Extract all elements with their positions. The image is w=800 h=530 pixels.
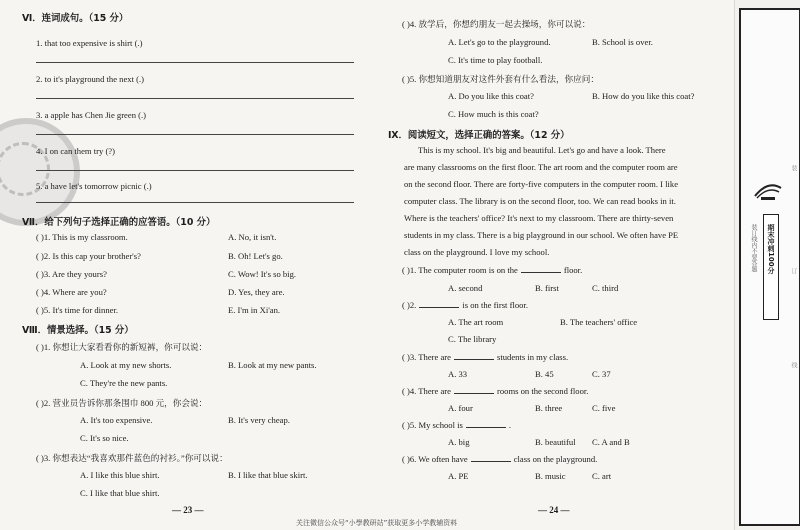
- answer-blank: [454, 386, 494, 394]
- s9-q6-opt-c: C. art: [592, 471, 612, 481]
- passage-line-4: computer class. The library is on the second floor, too. We can read books in it.: [404, 196, 676, 206]
- s9-q1-opt-a: A. second: [448, 283, 483, 293]
- answer-line: [36, 202, 354, 203]
- s9-q6-opt-b: B. music: [535, 471, 566, 481]
- answer-blank: [471, 454, 511, 462]
- brand-title: 期末冲刺100分: [767, 224, 775, 274]
- brand-logo-icon: [753, 178, 783, 202]
- s9-q2-opt-c: C. The library: [448, 334, 497, 344]
- s9-q2: [402, 300, 528, 310]
- s8-q2: ( )2. 营业员告诉你那条围巾 800 元，你会说：: [36, 398, 208, 408]
- binding-mark-1: 装: [790, 165, 797, 171]
- s8-q1-opt-b: B. Look at my new pants.: [228, 360, 317, 370]
- s9-q1-opt-c: C. third: [592, 283, 619, 293]
- section-6-title: Ⅵ．连词成句。（15 分）: [22, 13, 129, 24]
- s9-q4-opt-b: B. three: [535, 403, 563, 413]
- s8-q4-opt-a: A. Let's go to the playground.: [448, 37, 551, 47]
- passage-line-3: on the second floor. There are forty-five computers in the computer room. I like: [404, 179, 679, 189]
- s9-q4-post: rooms on the second floor.: [497, 386, 589, 396]
- binding-mark-2: 订: [790, 268, 797, 274]
- s8-q5-opt-b: B. How do you like this coat?: [592, 91, 695, 101]
- answer-line: [36, 62, 354, 63]
- footer-note: 关注微信公众号“小學教研站”获取更多小学教辅资料: [296, 519, 458, 527]
- s7-q5: ( )5. It's time for dinner.: [36, 305, 118, 315]
- s8-q5: ( )5. 你想知道朋友对这件外套有什么看法，你应问：: [402, 74, 599, 84]
- page-number: — 23 —: [172, 505, 204, 515]
- s6-item-2: 2. to it's playground the next (.): [36, 74, 144, 84]
- s7-a4: D. Yes, they are.: [228, 287, 285, 297]
- s9-q4-opt-a: A. four: [448, 403, 473, 413]
- s6-item-4: 4. I on can them try (?): [36, 146, 115, 156]
- s9-q5-opt-a: A. big: [448, 437, 470, 447]
- s9-q6: [402, 454, 597, 464]
- s8-q3-opt-a: A. I like this blue shirt.: [80, 470, 160, 480]
- s9-q4-pre: ( )4. There are: [402, 386, 451, 396]
- s9-q5-pre: ( )5. My school is: [402, 420, 463, 430]
- s9-q4-opt-c: C. five: [592, 403, 616, 413]
- passage-line-7: class on the playground. I love my school.: [404, 247, 550, 257]
- s7-q1: ( )1. This is my classroom.: [36, 232, 128, 242]
- s9-q1: [402, 265, 582, 275]
- s7-a3: C. Wow! It's so big.: [228, 269, 297, 279]
- s9-q3: [402, 352, 568, 362]
- answer-blank: [419, 300, 459, 308]
- s9-q3-post: students in my class.: [497, 352, 569, 362]
- s9-q6-pre: ( )6. We often have: [402, 454, 468, 464]
- s9-q5-opt-b: B. beautiful: [535, 437, 576, 447]
- section-9-title: Ⅸ．阅读短文，选择正确的答案。（12 分）: [388, 130, 570, 141]
- s9-q3-opt-a: A. 33: [448, 369, 468, 379]
- s9-q4: [402, 386, 588, 396]
- s9-q6-post: class on the playground.: [513, 454, 598, 464]
- s7-a1: A. No, it isn't.: [228, 232, 277, 242]
- s8-q3-opt-b: B. I like that blue skirt.: [228, 470, 308, 480]
- section-8-title: Ⅷ．情景选择。（15 分）: [22, 325, 134, 336]
- s8-q1-opt-a: A. Look at my new shorts.: [80, 360, 172, 370]
- s7-a5: E. I'm in Xi'an.: [228, 305, 281, 315]
- s8-q5-opt-c: C. How much is this coat?: [448, 109, 539, 119]
- s8-q3: ( )3. 你想表达“我喜欢那件蓝色的衬衫。”你可以说：: [36, 453, 228, 463]
- passage-line-5: Where is the teachers' office? It's next to my classroom. There are thirty-seven: [404, 213, 674, 223]
- s9-q3-opt-c: C. 37: [592, 369, 611, 379]
- right-page: [380, 0, 730, 530]
- s9-q5-opt-c: C. A and B: [592, 437, 630, 447]
- s9-q5: [402, 420, 511, 430]
- s9-q6-opt-a: A. PE: [448, 471, 469, 481]
- s9-q2-post: is on the first floor.: [462, 300, 528, 310]
- answer-line: [36, 98, 354, 99]
- s8-q1: ( )1. 你想让大家看看你的新短裤，你可以说：: [36, 342, 208, 352]
- passage-line-2: are many classrooms on the first floor. The art room and the computer room are: [404, 162, 678, 172]
- passage-line-6: students in my class. There is a big playground in our school. We often have PE: [404, 230, 679, 240]
- section-7-title: Ⅶ．给下列句子选择正确的应答语。（10 分）: [22, 217, 216, 228]
- s9-q2-opt-a: A. The art room: [448, 317, 504, 327]
- binding-sidebar: [734, 0, 800, 530]
- s6-item-5: 5. a have let's tomorrow picnic (.): [36, 181, 152, 191]
- s9-q5-post: .: [508, 420, 512, 430]
- s8-q5-opt-a: A. Do you like this coat?: [448, 91, 534, 101]
- s7-q2: ( )2. Is this cap your brother's?: [36, 251, 141, 261]
- s8-q1-opt-c: C. They're the new pants.: [80, 378, 168, 388]
- passage-line-1: This is my school. It's big and beautiful. Let's go and have a look. There: [418, 145, 666, 155]
- s8-q2-opt-b: B. It's very cheap.: [228, 415, 290, 425]
- s7-a2: B. Oh! Let's go.: [228, 251, 283, 261]
- s9-q3-pre: ( )3. There are: [402, 352, 451, 362]
- s7-q4: ( )4. Where are you?: [36, 287, 107, 297]
- answer-line: [36, 134, 354, 135]
- s9-q1-pre: ( )1. The computer room is on the: [402, 265, 518, 275]
- binding-mark-3: 线: [790, 362, 797, 368]
- s9-q3-opt-b: B. 45: [535, 369, 554, 379]
- s8-q2-opt-c: C. It's so nice.: [80, 433, 129, 443]
- s6-item-3: 3. a apple has Chen Jie green (.): [36, 110, 147, 120]
- s9-q2-pre: ( )2.: [402, 300, 417, 310]
- s6-item-1: 1. that too expensive is shirt (.): [36, 38, 143, 48]
- answer-line: [36, 170, 354, 171]
- answer-blank: [466, 420, 506, 428]
- page-number: — 24 —: [538, 505, 570, 515]
- s8-q4-opt-c: C. It's time to play football.: [448, 55, 543, 65]
- answer-blank: [521, 265, 561, 273]
- s9-q1-opt-b: B. first: [535, 283, 559, 293]
- s8-q2-opt-a: A. It's too expensive.: [80, 415, 153, 425]
- binding-note: 装订线内不要答题: [750, 224, 757, 272]
- s8-q3-opt-c: C. I like that blue shirt.: [80, 488, 160, 498]
- s8-q4-opt-b: B. School is over.: [592, 37, 653, 47]
- s9-q1-post: floor.: [563, 265, 583, 275]
- s8-q4: ( )4. 放学后，你想约朋友一起去操场，你可以说：: [402, 19, 591, 29]
- sidebar-frame: [739, 8, 800, 526]
- s7-q3: ( )3. Are they yours?: [36, 269, 107, 279]
- s9-q2-opt-b: B. The teachers' office: [560, 317, 638, 327]
- left-page: [0, 0, 380, 530]
- answer-blank: [454, 352, 494, 360]
